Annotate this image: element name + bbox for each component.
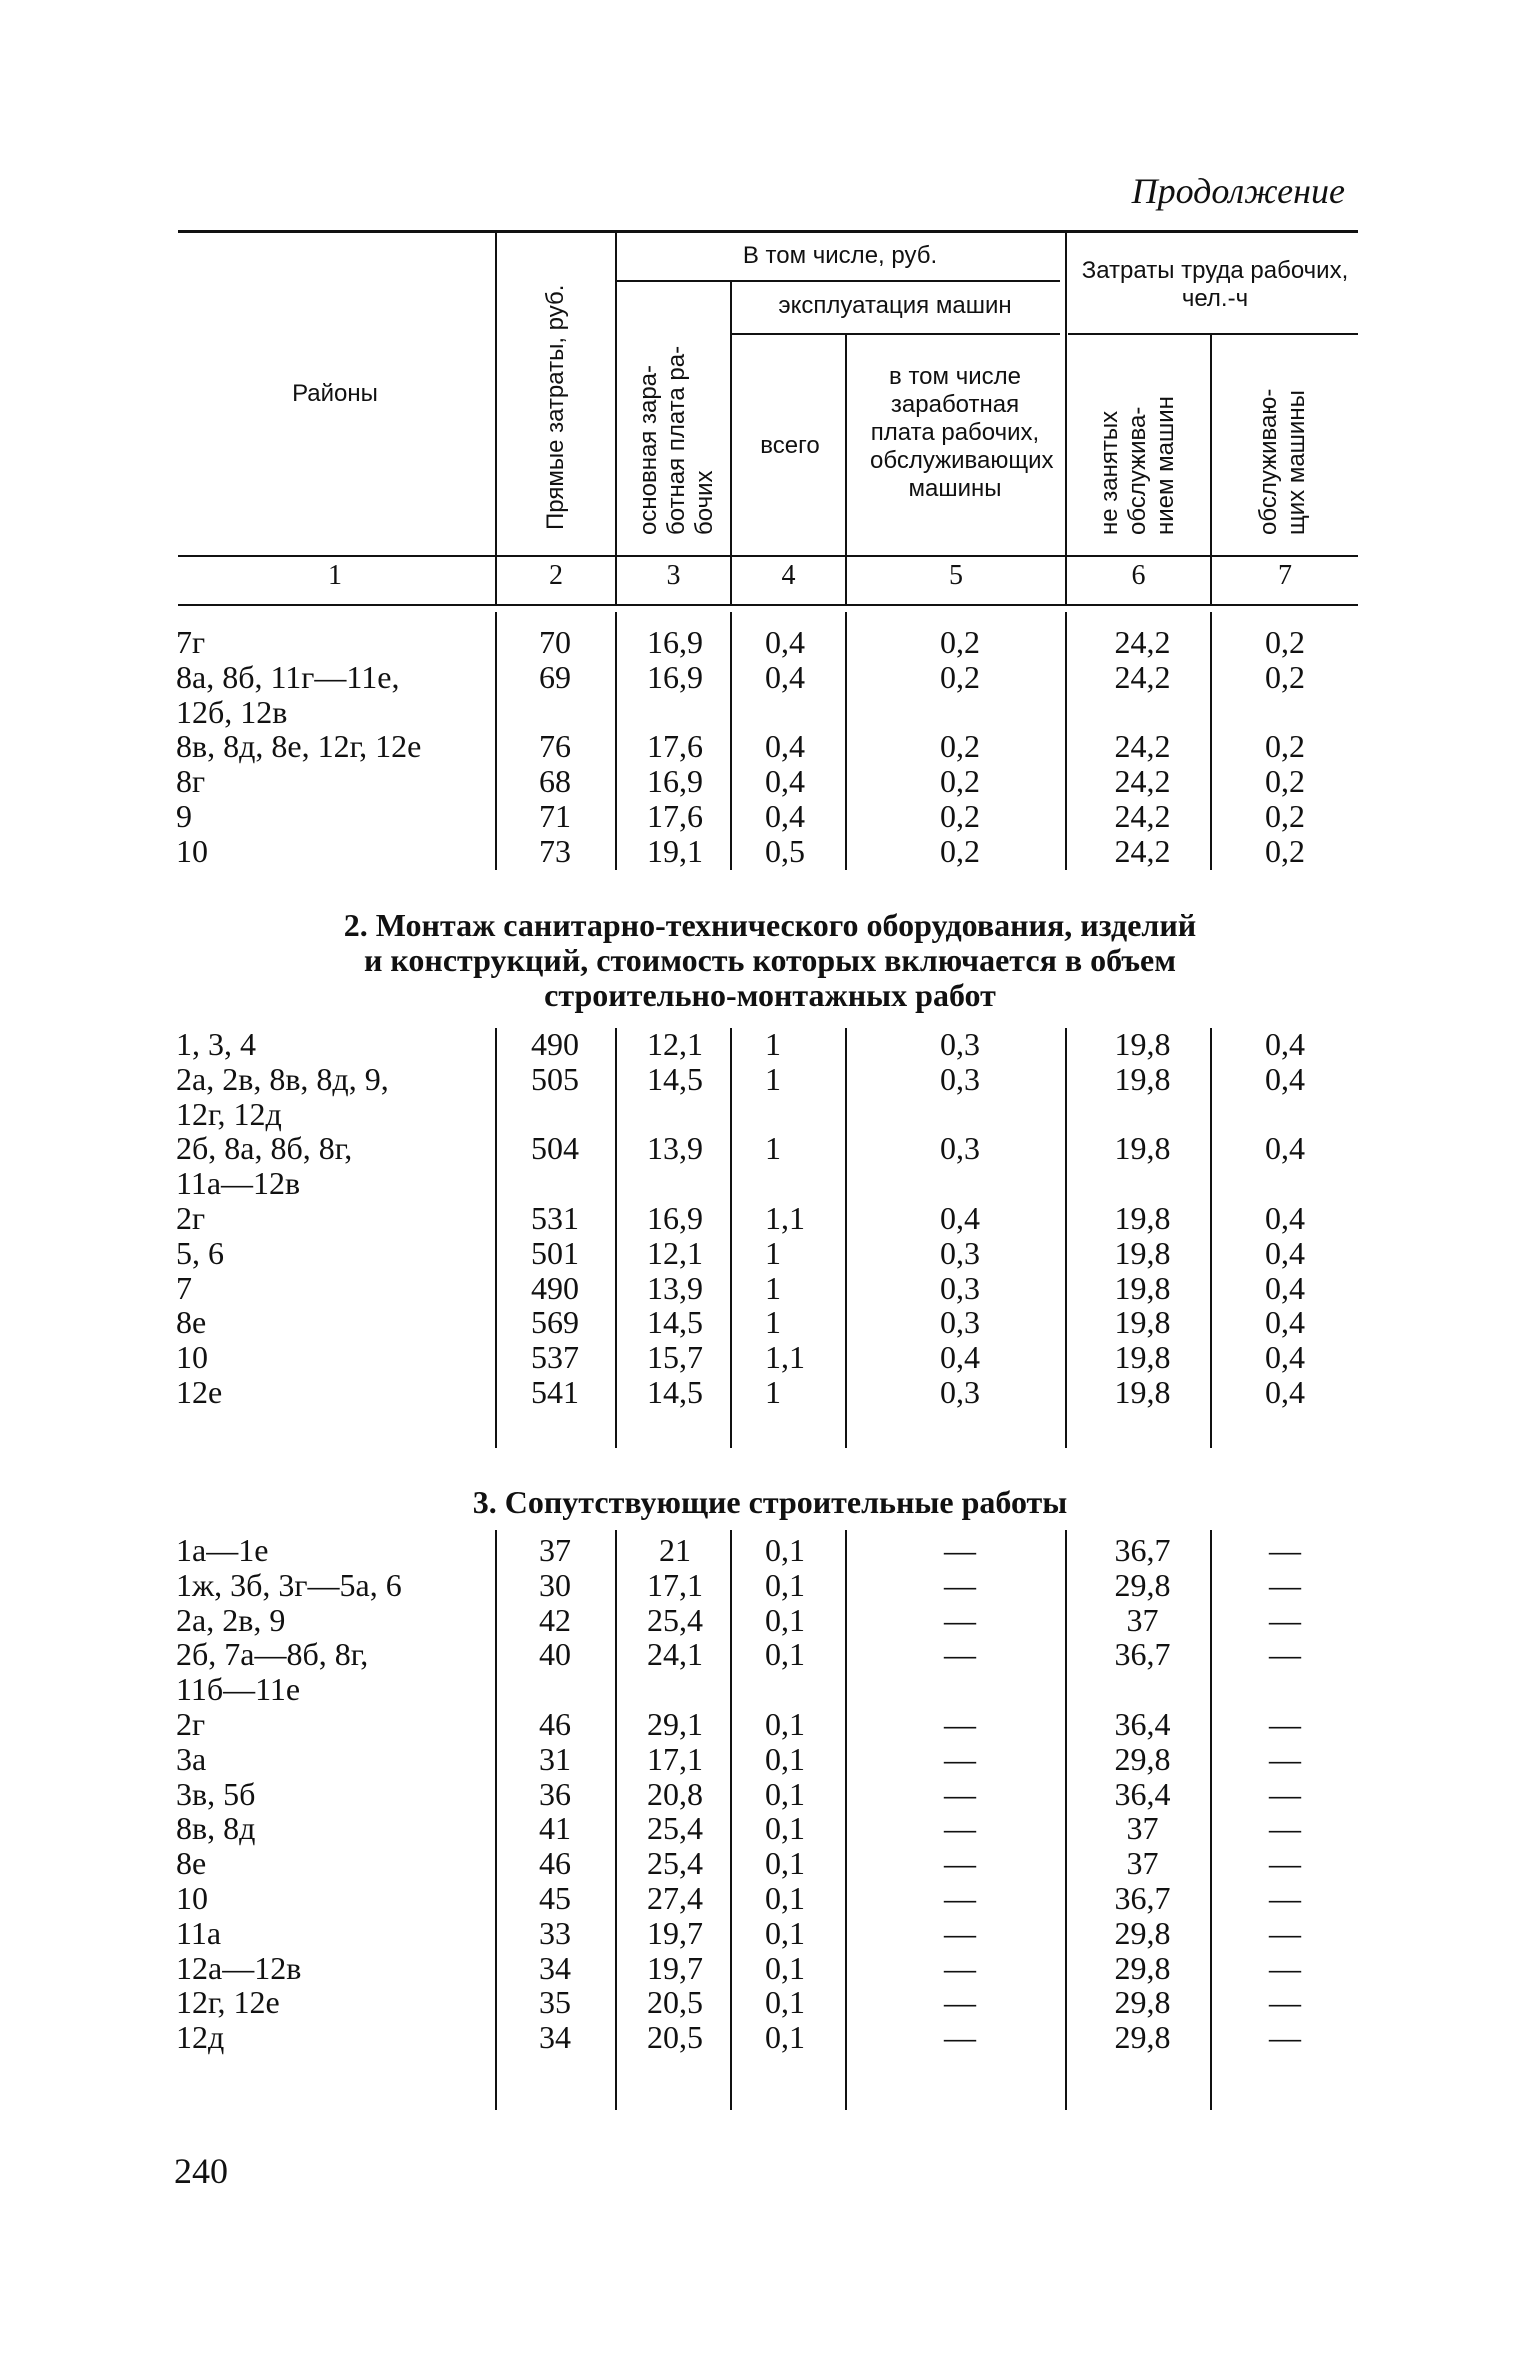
header-ne-zanyatyh-line1: не занятых — [1096, 410, 1123, 535]
row-district: 8в, 8д — [176, 1810, 256, 1847]
row-cell-col5: — — [944, 1914, 976, 1951]
row-cell-col6: 19,8 — [1114, 1269, 1171, 1306]
table-row — [0, 1131, 1535, 1166]
row-district: 8е — [176, 1845, 207, 1882]
row-cell-col5: — — [944, 1810, 976, 1847]
row-cell-col6: 29,8 — [1114, 2019, 1171, 2056]
row-cell-col2: 45 — [539, 1880, 571, 1916]
table-row — [0, 764, 1535, 799]
row-cell-col6: 24,2 — [1114, 798, 1171, 834]
row-district: 10 — [176, 1880, 208, 1916]
row-cell-col3: 12,1 — [647, 1026, 703, 1062]
table-row — [0, 1881, 1535, 1916]
row-cell-col7: — — [1269, 1880, 1301, 1916]
row-cell-col5: 0,3 — [940, 1304, 980, 1341]
header-sub-rule-ekspluatatsiya — [730, 333, 1060, 335]
header-bottom-rule — [178, 555, 1358, 557]
row-cell-col5: — — [944, 1566, 976, 1603]
row-cell-col2: 37 — [539, 1532, 571, 1568]
row-cell-col2: 42 — [539, 1601, 571, 1638]
row-cell-col7: — — [1269, 1706, 1301, 1742]
section2-title-line2: и конструкций, стоимость которых включается в объем — [363, 942, 1177, 978]
row-cell-col7: 0,4 — [1265, 1339, 1305, 1376]
table-row — [0, 1062, 1535, 1097]
row-cell-col6: 19,8 — [1114, 1130, 1171, 1167]
table-row — [0, 1236, 1535, 1271]
row-cell-col4: 0,4 — [765, 763, 805, 800]
table-row — [0, 834, 1535, 869]
row-cell-col6: 24,2 — [1114, 728, 1171, 765]
row-cell-col6: 36,7 — [1114, 1532, 1171, 1568]
row-cell-col5: — — [944, 1880, 976, 1916]
row-cell-col4: 1 — [765, 1269, 781, 1306]
table-row — [0, 1201, 1535, 1236]
table-row — [0, 1846, 1535, 1881]
column-number-6: 6 — [1131, 560, 1146, 591]
row-district: 2б, 7а—8б, 8г, — [176, 1636, 369, 1673]
table-row — [0, 799, 1535, 834]
column-number-1: 1 — [328, 560, 342, 591]
table-row — [0, 1097, 1535, 1132]
row-cell-col3: 16,9 — [647, 658, 703, 695]
row-cell-col7: — — [1269, 2019, 1301, 2056]
row-cell-col3: 25,4 — [647, 1845, 703, 1882]
row-cell-col2: 30 — [539, 1566, 571, 1603]
row-cell-col3: 16,9 — [647, 763, 703, 800]
row-cell-col5: 0,2 — [940, 624, 980, 660]
vrule-3 — [730, 282, 732, 605]
row-cell-col4: 1,1 — [765, 1339, 805, 1376]
colnum-bottom-rule — [178, 604, 1358, 606]
row-cell-col5: — — [944, 1949, 976, 1986]
row-district: 1а—1е — [176, 1532, 269, 1568]
table-row — [0, 1603, 1535, 1638]
row-district: 8а, 8б, 11г—11е, — [176, 658, 400, 695]
row-cell-col4: 0,1 — [765, 1601, 805, 1638]
row-cell-col6: 19,8 — [1114, 1339, 1171, 1376]
row-cell-col2: 76 — [539, 728, 571, 765]
row-cell-col7: — — [1269, 1636, 1301, 1673]
row-cell-col4: 0,1 — [765, 1914, 805, 1951]
row-cell-col7: — — [1269, 1914, 1301, 1951]
row-cell-col2: 70 — [539, 624, 571, 660]
row-cell-col2: 505 — [531, 1060, 579, 1097]
table-row — [0, 1271, 1535, 1306]
row-cell-col7: 0,2 — [1265, 728, 1305, 765]
row-district: 10 — [176, 1339, 208, 1376]
row-cell-col7: — — [1269, 1984, 1301, 2021]
row-district: 8е — [176, 1304, 207, 1341]
row-cell-col2: 71 — [539, 798, 571, 834]
row-cell-col6: 29,8 — [1114, 1566, 1171, 1603]
table-row — [0, 1811, 1535, 1846]
row-cell-col3: 20,5 — [647, 1984, 703, 2021]
row-cell-col5: — — [944, 1845, 976, 1882]
row-cell-col3: 12,1 — [647, 1234, 703, 1271]
row-cell-col7: — — [1269, 1949, 1301, 1986]
header-obsluzh-line2: щих машины — [1283, 390, 1310, 535]
row-cell-col4: 0,1 — [765, 1949, 805, 1986]
row-cell-col6: 19,8 — [1114, 1060, 1171, 1097]
row-cell-col3: 17,6 — [647, 728, 703, 765]
header-v-tom-chisle-zarplata: в том числе заработная плата рабочих, обслуживающих машины — [870, 363, 1054, 502]
table-row — [0, 1985, 1535, 2020]
row-cell-col7: 0,4 — [1265, 1200, 1305, 1236]
row-cell-col5: 0,3 — [940, 1234, 980, 1271]
row-cell-col6: 36,7 — [1114, 1636, 1171, 1673]
row-cell-col4: 0,1 — [765, 1740, 805, 1777]
table-row — [0, 660, 1535, 695]
row-cell-col3: 21 — [659, 1532, 691, 1568]
row-cell-col4: 1 — [765, 1060, 781, 1097]
row-district: 2а, 2в, 8в, 8д, 9, — [176, 1060, 389, 1097]
row-district: 7г — [176, 624, 206, 660]
column-number-7: 7 — [1278, 560, 1292, 591]
table-row — [0, 1777, 1535, 1812]
header-ekspluatatsiya: эксплуатация машин — [778, 292, 1012, 319]
row-cell-col6: 24,2 — [1114, 658, 1171, 695]
row-district: 12е — [176, 1374, 223, 1410]
table-row — [0, 695, 1535, 730]
row-cell-col4: 0,5 — [765, 832, 805, 869]
row-cell-col3: 13,9 — [647, 1130, 703, 1167]
section3-title: 3. Сопутствующие строительные работы — [472, 1484, 1068, 1520]
row-cell-col2: 46 — [539, 1845, 571, 1882]
row-cell-col2: 36 — [539, 1775, 571, 1812]
row-cell-col5: 0,2 — [940, 798, 980, 834]
section2-title-line3: строительно-монтажных работ — [544, 977, 996, 1013]
row-cell-col6: 19,8 — [1114, 1304, 1171, 1341]
row-cell-col4: 0,4 — [765, 658, 805, 695]
column-number-2: 2 — [549, 560, 563, 591]
row-cell-col4: 0,1 — [765, 1706, 805, 1742]
row-cell-col3: 15,7 — [647, 1339, 703, 1376]
row-cell-col2: 34 — [539, 1949, 571, 1986]
row-cell-col4: 0,4 — [765, 624, 805, 660]
row-cell-col3: 17,6 — [647, 798, 703, 834]
table-row — [0, 1951, 1535, 1986]
table-row — [0, 1305, 1535, 1340]
row-cell-col7: 0,4 — [1265, 1234, 1305, 1271]
row-cell-col5: 0,2 — [940, 763, 980, 800]
row-cell-col5: — — [944, 1706, 976, 1742]
row-cell-col2: 31 — [539, 1740, 571, 1777]
row-cell-col3: 19,7 — [647, 1914, 703, 1951]
row-cell-col7: 0,2 — [1265, 763, 1305, 800]
row-cell-col5: — — [944, 1532, 976, 1568]
row-district: 2а, 2в, 9 — [176, 1601, 286, 1638]
header-rayony: Районы — [292, 380, 378, 407]
page-number: 240 — [174, 2151, 228, 2191]
row-cell-col6: 29,8 — [1114, 1984, 1171, 2021]
header-zatraty-truda: Затраты труда рабочих, чел.-ч — [1081, 257, 1349, 312]
row-cell-col7: 0,2 — [1265, 624, 1305, 660]
header-osnovnaya-line2: ботная плата ра- — [663, 345, 690, 535]
row-cell-col7: — — [1269, 1566, 1301, 1603]
row-cell-col6: 36,4 — [1114, 1706, 1171, 1742]
row-district: 12д — [176, 2019, 225, 2056]
row-cell-col3: 17,1 — [647, 1566, 703, 1603]
table-row — [0, 2020, 1535, 2055]
row-cell-col6: 37 — [1126, 1601, 1159, 1638]
row-cell-col4: 1 — [765, 1304, 781, 1341]
row-cell-col2: 531 — [531, 1200, 579, 1236]
row-district: 3а — [176, 1740, 207, 1777]
row-cell-col7: 0,2 — [1265, 798, 1305, 834]
section2-title-line1: 2. Монтаж санитарно-технического оборудования, изделий — [343, 907, 1197, 943]
row-cell-col6: 19,8 — [1114, 1234, 1171, 1271]
row-district: 3в, 5б — [176, 1775, 256, 1812]
table-row — [0, 1916, 1535, 1951]
row-cell-col5: — — [944, 2019, 976, 2056]
row-cell-col5: — — [944, 1775, 976, 1812]
row-cell-col7: — — [1269, 1810, 1301, 1847]
row-cell-col4: 0,1 — [765, 1532, 805, 1568]
row-district: 12б, 12в — [176, 693, 288, 730]
row-cell-col4: 1 — [765, 1130, 781, 1167]
row-cell-col7: 0,4 — [1265, 1130, 1305, 1167]
header-v-tom-chisle: В том числе, руб. — [742, 242, 938, 269]
column-number-3: 3 — [666, 560, 681, 591]
row-district: 10 — [176, 832, 208, 869]
row-cell-col3: 20,8 — [647, 1775, 703, 1812]
vrule-2 — [615, 232, 617, 605]
row-cell-col3: 13,9 — [647, 1269, 703, 1306]
row-cell-col2: 41 — [539, 1810, 571, 1847]
row-cell-col5: 0,3 — [940, 1374, 980, 1410]
header-pryamye-zatraty: Прямые затраты, руб. — [542, 284, 569, 530]
table-row — [0, 1672, 1535, 1707]
row-cell-col7: — — [1269, 1740, 1301, 1777]
header-ne-zanyatyh-line2: обслужива- — [1124, 406, 1151, 535]
row-cell-col4: 0,1 — [765, 1880, 805, 1916]
row-cell-col6: 24,2 — [1114, 624, 1171, 660]
row-cell-col2: 40 — [539, 1636, 571, 1673]
row-district: 2г — [176, 1706, 206, 1742]
continuation-label: Продолжение — [1131, 171, 1345, 211]
header-osnovnaya-line3: бочих — [691, 470, 718, 535]
row-district: 8г — [176, 763, 206, 800]
row-cell-col2: 68 — [539, 763, 571, 800]
row-cell-col3: 16,9 — [647, 624, 703, 660]
row-cell-col3: 14,5 — [647, 1304, 703, 1341]
row-district: 7 — [176, 1269, 192, 1306]
row-cell-col3: 14,5 — [647, 1060, 703, 1097]
row-cell-col4: 0,1 — [765, 1636, 805, 1673]
table-row — [0, 1568, 1535, 1603]
row-cell-col7: — — [1269, 1775, 1301, 1812]
row-district: 8в, 8д, 8е, 12г, 12е — [176, 728, 422, 765]
row-cell-col6: 24,2 — [1114, 763, 1171, 800]
table-row — [0, 1375, 1535, 1410]
row-district: 11а — [176, 1914, 222, 1951]
row-cell-col3: 24,1 — [647, 1636, 703, 1673]
row-cell-col2: 501 — [531, 1234, 579, 1271]
header-ne-zanyatyh-line3: нием машин — [1152, 396, 1179, 535]
row-cell-col4: 0,4 — [765, 728, 805, 765]
table-row — [0, 1340, 1535, 1375]
row-cell-col4: 0,1 — [765, 1845, 805, 1882]
row-district: 1, 3, 4 — [176, 1026, 256, 1062]
row-cell-col6: 37 — [1126, 1810, 1159, 1847]
header-obsluzh-line1: обслуживаю- — [1255, 388, 1282, 535]
row-cell-col2: 569 — [531, 1304, 579, 1341]
row-cell-col6: 37 — [1126, 1845, 1159, 1882]
row-cell-col5: — — [944, 1984, 976, 2021]
table-row — [0, 625, 1535, 660]
row-cell-col2: 33 — [539, 1914, 571, 1951]
row-district: 9 — [176, 798, 192, 834]
row-cell-col2: 541 — [531, 1374, 579, 1410]
row-cell-col7: — — [1269, 1532, 1301, 1568]
row-cell-col6: 19,8 — [1114, 1200, 1171, 1236]
row-cell-col3: 14,5 — [647, 1374, 703, 1410]
row-cell-col4: 0,1 — [765, 1775, 805, 1812]
table-row — [0, 1707, 1535, 1742]
row-cell-col6: 36,4 — [1114, 1775, 1171, 1812]
row-cell-col7: 0,4 — [1265, 1269, 1305, 1306]
row-cell-col4: 1 — [765, 1026, 781, 1062]
header-vsego: всего — [760, 432, 820, 459]
row-cell-col4: 0,4 — [765, 798, 805, 834]
header-sub-rule-v-tom-chisle — [615, 280, 1060, 282]
row-cell-col5: 0,3 — [940, 1269, 980, 1306]
row-district: 5, 6 — [176, 1234, 224, 1271]
row-cell-col7: 0,4 — [1265, 1374, 1305, 1410]
row-cell-col3: 25,4 — [647, 1810, 703, 1847]
row-cell-col5: — — [944, 1740, 976, 1777]
column-number-5: 5 — [949, 560, 963, 591]
row-cell-col6: 29,8 — [1114, 1740, 1171, 1777]
row-cell-col2: 490 — [531, 1026, 579, 1062]
row-district: 11а—12в — [176, 1165, 301, 1202]
row-cell-col2: 69 — [539, 658, 571, 695]
row-cell-col3: 29,1 — [647, 1706, 703, 1742]
row-district: 12а—12в — [176, 1949, 302, 1986]
vrule-1 — [495, 232, 497, 605]
row-cell-col5: 0,3 — [940, 1130, 980, 1167]
row-cell-col6: 24,2 — [1114, 832, 1171, 869]
row-cell-col3: 19,1 — [647, 832, 703, 869]
row-cell-col2: 46 — [539, 1706, 571, 1742]
row-cell-col7: — — [1269, 1601, 1301, 1638]
row-cell-col2: 73 — [539, 832, 571, 869]
table-row — [0, 1166, 1535, 1201]
table-row — [0, 1027, 1535, 1062]
row-cell-col2: 537 — [531, 1339, 579, 1376]
row-cell-col6: 19,8 — [1114, 1374, 1171, 1410]
row-cell-col5: 0,2 — [940, 832, 980, 869]
table-row — [0, 1533, 1535, 1568]
row-cell-col4: 0,1 — [765, 1566, 805, 1603]
row-cell-col4: 0,1 — [765, 1810, 805, 1847]
row-cell-col6: 29,8 — [1114, 1949, 1171, 1986]
row-cell-col5: 0,2 — [940, 658, 980, 695]
row-cell-col2: 490 — [531, 1269, 579, 1306]
row-cell-col4: 0,1 — [765, 2019, 805, 2056]
row-cell-col7: 0,2 — [1265, 832, 1305, 869]
row-cell-col2: 504 — [531, 1130, 579, 1167]
row-cell-col5: 0,3 — [940, 1060, 980, 1097]
table-row — [0, 729, 1535, 764]
row-cell-col6: 29,8 — [1114, 1914, 1171, 1951]
row-cell-col7: 0,4 — [1265, 1026, 1305, 1062]
row-cell-col7: 0,4 — [1265, 1304, 1305, 1341]
row-cell-col3: 16,9 — [647, 1200, 703, 1236]
row-district: 12г, 12д — [176, 1095, 282, 1132]
row-cell-col4: 0,1 — [765, 1984, 805, 2021]
row-district: 1ж, 3б, 3г—5а, 6 — [176, 1566, 402, 1603]
top-rule — [178, 230, 1358, 233]
row-cell-col4: 1 — [765, 1374, 781, 1410]
table-row — [0, 1742, 1535, 1777]
row-cell-col2: 35 — [539, 1984, 571, 2021]
row-cell-col5: — — [944, 1636, 976, 1673]
row-district: 12г, 12е — [176, 1984, 280, 2021]
row-cell-col5: 0,2 — [940, 728, 980, 765]
row-cell-col3: 25,4 — [647, 1601, 703, 1638]
table-row — [0, 1637, 1535, 1672]
row-district: 2б, 8а, 8б, 8г, — [176, 1130, 353, 1167]
row-cell-col4: 1,1 — [765, 1200, 805, 1236]
column-number-4: 4 — [781, 560, 796, 591]
row-cell-col7: — — [1269, 1845, 1301, 1882]
row-district: 2г — [176, 1200, 206, 1236]
row-cell-col3: 27,4 — [647, 1880, 703, 1916]
row-cell-col2: 34 — [539, 2019, 571, 2056]
header-osnovnaya-line1: основная зара- — [635, 364, 662, 535]
row-cell-col5: 0,3 — [940, 1026, 980, 1062]
row-cell-col4: 1 — [765, 1234, 781, 1271]
row-cell-col6: 19,8 — [1114, 1026, 1171, 1062]
row-cell-col5: — — [944, 1601, 976, 1638]
row-cell-col5: 0,4 — [940, 1339, 980, 1376]
row-cell-col3: 19,7 — [647, 1949, 703, 1986]
row-cell-col7: 0,2 — [1265, 658, 1305, 695]
row-cell-col3: 17,1 — [647, 1740, 703, 1777]
row-cell-col3: 20,5 — [647, 2019, 703, 2056]
row-district: 11б—11е — [176, 1671, 301, 1708]
row-cell-col7: 0,4 — [1265, 1060, 1305, 1097]
row-cell-col5: 0,4 — [940, 1200, 980, 1236]
header-sub-rule-zatraty — [1068, 333, 1358, 335]
row-cell-col6: 36,7 — [1114, 1880, 1171, 1916]
vrule-5 — [1065, 232, 1067, 605]
